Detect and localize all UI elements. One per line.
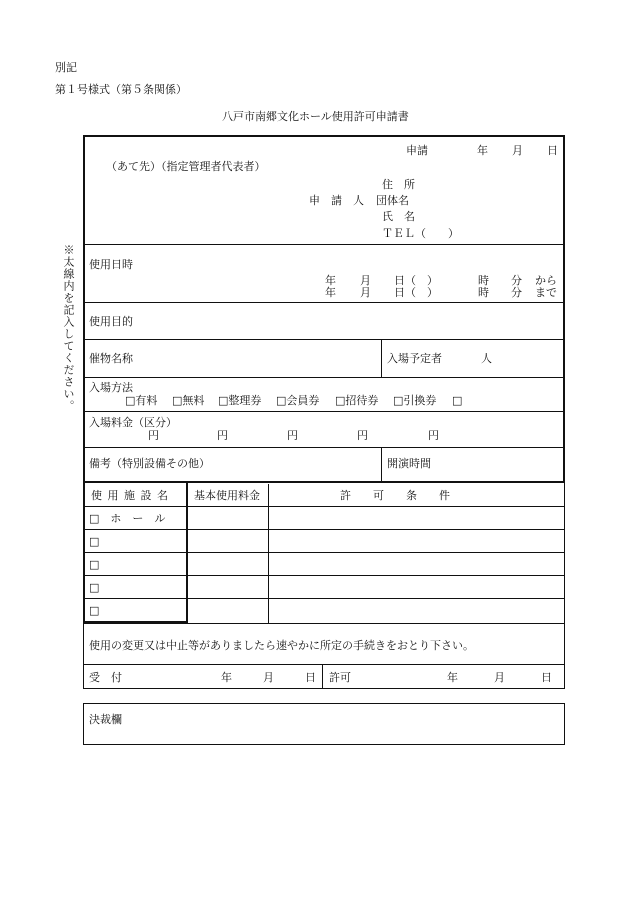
facility-name-header: 使 用 施 設 名 [91, 489, 169, 502]
organization-label: 団体名 [376, 194, 409, 207]
fee-unit-5: 円 [428, 429, 439, 442]
address-label: 住 所 [382, 178, 415, 191]
event-name-label: 催物名称 [89, 352, 133, 365]
notice-text: 使用の変更又は中止等がありましたら速やかに所定の手続きをおとり下さい。 [89, 639, 474, 652]
tel-label: ＴＥＬ（ ） [382, 227, 459, 240]
permit-month: 月 [494, 671, 505, 684]
entry-option-other[interactable]: □ [452, 394, 463, 407]
facility-row-hall[interactable]: □ ホ ー ル [89, 512, 166, 525]
fee-unit-2: 円 [217, 429, 228, 442]
from-label: から [535, 274, 557, 287]
entry-option-invitation[interactable]: □招待券 [335, 394, 379, 407]
base-fee-header: 基本使用料金 [194, 489, 260, 502]
reception-year: 年 [221, 671, 232, 684]
remarks-label: 備考（特別設備その他） [89, 457, 210, 470]
entry-option-free[interactable]: □無料 [172, 394, 205, 407]
end-day: 日（ ） [394, 286, 438, 299]
reception-day: 日 [305, 671, 316, 684]
people-unit: 人 [481, 352, 492, 365]
decision-label: 決裁欄 [89, 713, 122, 726]
application-date-label: 申請 [406, 144, 428, 157]
start-month: 月 [360, 274, 371, 287]
decision-box [83, 703, 565, 745]
reception-label: 受 付 [89, 671, 122, 684]
application-month: 月 [512, 144, 523, 157]
application-year: 年 [477, 144, 488, 157]
application-day: 日 [547, 144, 558, 157]
applicant-label: 申 請 人 [309, 194, 364, 207]
fee-label: 入場料金（区分） [89, 416, 177, 429]
entry-option-exchange-ticket[interactable]: □引換券 [393, 394, 437, 407]
performance-time-label: 開演時間 [387, 457, 431, 470]
end-minute: 分 [511, 286, 522, 299]
purpose-label: 使用目的 [89, 315, 133, 328]
addressee: （あて先）（指定管理者代表者） [106, 160, 266, 173]
facility-row-4[interactable]: □ [89, 581, 100, 594]
notice-box [83, 623, 565, 689]
fee-unit-4: 円 [357, 429, 368, 442]
usage-datetime-label: 使用日時 [89, 258, 133, 271]
start-year: 年 [325, 274, 336, 287]
entry-method-label: 入場方法 [89, 381, 133, 394]
side-note: ※太線内を記入してください。 [62, 244, 75, 412]
reception-month: 月 [263, 671, 274, 684]
permit-conditions-header: 許 可 条 件 [340, 489, 450, 502]
form-number: 第１号様式（第５条関係） [55, 83, 187, 96]
start-day: 日（ ） [394, 274, 438, 287]
until-label: まで [535, 286, 557, 299]
facility-row-5[interactable]: □ [89, 604, 100, 617]
end-month: 月 [360, 286, 371, 299]
end-year: 年 [325, 286, 336, 299]
permit-year: 年 [447, 671, 458, 684]
page-title: 八戸市南郷文化ホール使用許可申請書 [222, 110, 409, 123]
start-hour: 時 [478, 274, 489, 287]
permit-label: 許可 [329, 671, 351, 684]
permit-day: 日 [541, 671, 552, 684]
facility-row-2[interactable]: □ [89, 535, 100, 548]
entry-option-paid[interactable]: □有料 [125, 394, 158, 407]
entry-option-member-ticket[interactable]: □会員券 [276, 394, 320, 407]
header-note: 別記 [55, 61, 77, 74]
expected-attendance-label: 入場予定者 [387, 352, 442, 365]
fee-unit-3: 円 [287, 429, 298, 442]
entry-option-numbered-ticket[interactable]: □整理券 [218, 394, 262, 407]
name-label: 氏 名 [382, 210, 415, 223]
facility-row-3[interactable]: □ [89, 558, 100, 571]
end-hour: 時 [478, 286, 489, 299]
fee-unit-1: 円 [148, 429, 159, 442]
start-minute: 分 [511, 274, 522, 287]
